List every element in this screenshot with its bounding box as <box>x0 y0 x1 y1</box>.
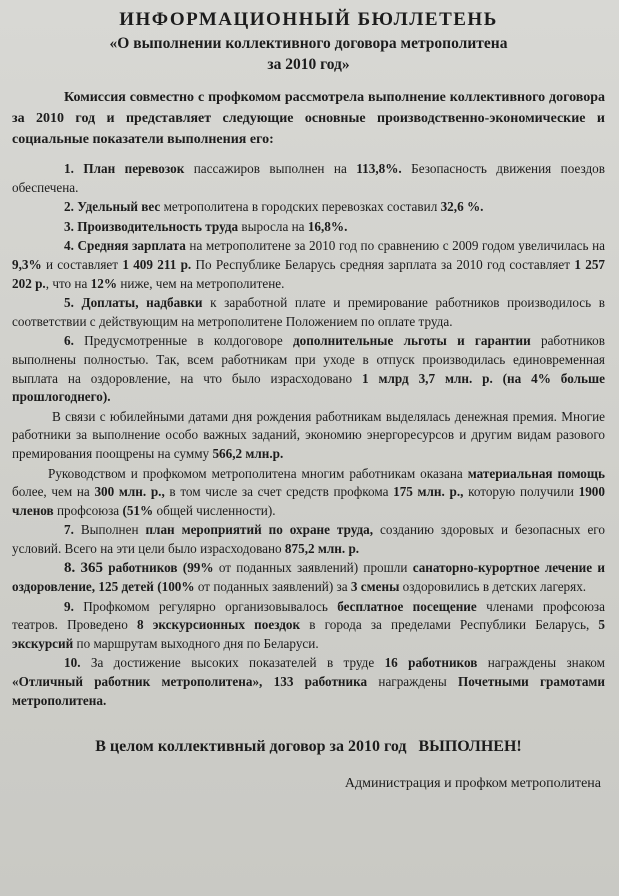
item-6-aid-value-4: (51% <box>122 502 154 518</box>
item-6-text-2: работников выполнены полностью. Так, всем работникам при уходе в отпуск производилась единовременная выплата на оздоровление, на что было израсходовано <box>12 333 605 386</box>
item-9-number: 9. <box>64 598 74 614</box>
intro-paragraph: Комиссия совместно с профкомом рассмотрела выполнение коллективного договора за 2010 год и представляет следующие основные производственно-экономические и социальные показатели выполнения его: <box>12 90 605 147</box>
item-6-bonus-text: В связи с юбилейными датами дня рождения работникам выделялась денежная премия. Многие работники за выполнение особо важных заданий, экономию энергоресурсов и другим видам разового премирования поощрены на сумму <box>12 408 605 461</box>
item-2 <box>12 198 605 217</box>
bulletin-subtitle-line2: за 2010 год» <box>267 56 350 73</box>
item-8-key: работников (99% <box>108 560 214 576</box>
item-4-text: на метрополитене за 2010 год по сравнению с 2009 годом увеличилась на <box>185 238 606 254</box>
item-6-aid-text-6: общей численности). <box>153 502 276 518</box>
item-7-text-2: созданию здоровых и безопасных его условий. Всего на эти цели было израсходовано <box>12 522 605 556</box>
item-9-excursions: 5 экскурсий <box>12 617 605 651</box>
item-1-value: 113,8%. <box>356 161 402 176</box>
item-7-number: 7. <box>64 522 74 538</box>
item-4-value-3: 1 257 202 р. <box>12 256 606 291</box>
item-7-text: Выполнен <box>73 522 146 538</box>
item-8-text: от поданных заявлений) прошли <box>213 560 413 576</box>
item-2-text: метрополитена в городских перевозках составил <box>160 199 441 215</box>
item-2-key: Удельный вес <box>77 199 161 215</box>
item-6-bonus-value: 566,2 млн.р. <box>212 445 284 461</box>
item-10-number: 10. <box>64 655 81 671</box>
item-9-trips: 8 экскурсионных поездок <box>136 617 301 633</box>
item-6-aid-text-3: в том числе за счет средств профкома <box>164 484 394 500</box>
item-9 <box>12 598 605 654</box>
item-5-text: к заработной плате и премирование работников производилось в соответствии с действующим на метрополитене Положением по оплате труда. <box>12 295 605 329</box>
item-6-bonus <box>12 408 605 464</box>
item-6-aid-text: Руководством и профкомом метрополитена многим работникам оказана <box>48 465 468 481</box>
bulletin-subtitle-line1: «О выполнении коллективного договора метрополитена <box>109 35 508 52</box>
item-9-text: Профкомом регулярно организовывалось <box>73 598 338 614</box>
item-6-value: 1 млрд 3,7 млн. р. (на 4% больше прошлогоднего). <box>12 370 605 405</box>
item-7 <box>12 521 605 558</box>
item-4-number: 4. <box>64 238 74 254</box>
item-3-key: Производительность труда <box>77 218 239 234</box>
item-1-key: План перевозок <box>83 161 185 176</box>
item-9-key: бесплатное посещение <box>337 598 477 614</box>
item-4-value-2: 1 409 211 р. <box>122 256 192 272</box>
item-7-value: 875,2 млн. р. <box>284 540 360 556</box>
item-1 <box>12 160 605 197</box>
item-8-text-2: от поданных заявлений) за <box>194 579 351 595</box>
item-6-number: 6. <box>64 333 74 349</box>
item-3-number: 3. <box>64 218 74 234</box>
item-2-value: 32,6 %. <box>440 199 484 215</box>
item-6-aid-text-5: профсоюза <box>53 502 123 518</box>
item-8 <box>12 559 605 596</box>
item-5 <box>12 294 605 331</box>
item-8-text-3: оздоровились в детских лагерях. <box>399 579 587 595</box>
item-8-count: 365 <box>80 560 104 577</box>
item-6-aid-text-2: более, чем на <box>12 484 95 500</box>
item-1-text: пассажиров выполнен на <box>184 161 357 176</box>
item-4 <box>12 237 605 293</box>
item-10-certificates: Почетными грамотами метрополитена. <box>12 674 606 708</box>
item-5-number: 5. <box>64 295 74 311</box>
item-6-text: Предусмотренные в колдоговоре <box>73 333 293 349</box>
item-10 <box>12 654 605 710</box>
item-1-text-2: Безопасность движения поездов обеспечена. <box>12 161 606 195</box>
item-6-aid-value-1: 300 млн. р., <box>94 484 165 500</box>
item-6-aid-value-2: 175 млн. р., <box>393 484 464 500</box>
item-6-aid-value-3: 1900 членов <box>12 484 605 518</box>
item-8-number: 8. <box>64 560 76 577</box>
item-4-text-3: По Республике Беларусь средняя зарплата за 2010 год составляет <box>191 256 575 272</box>
item-6 <box>12 332 605 406</box>
item-1-number: 1. <box>64 161 74 176</box>
item-9-text-2: членами профсоюза театров. Проведено <box>12 598 605 633</box>
item-10-award: «Отличный работник метрополитена», <box>12 674 263 690</box>
item-4-value-4: 12% <box>90 275 118 291</box>
conclusion: В целом коллективный договор за 2010 год ВЫПОЛНЕН! <box>95 738 522 756</box>
item-6-aid-text-4: которую получили <box>463 484 579 500</box>
item-8-shifts: 3 смены <box>350 579 400 595</box>
item-9-text-3: в города за пределами Республики Беларусь, <box>300 617 599 633</box>
item-8-children: 125 детей (100% <box>98 579 195 595</box>
item-9-text-4: по маршрутам выходного дня по Беларуси. <box>73 635 319 651</box>
item-8-key-2: санаторно-курортное лечение и оздоровление, <box>12 560 605 595</box>
item-3 <box>12 218 605 237</box>
item-6-key: дополнительные льготы и гарантии <box>292 333 531 349</box>
item-6-aid <box>12 465 605 521</box>
item-4-key: Средняя зарплата <box>77 238 186 254</box>
item-10-workers-2: 133 работника <box>273 674 368 690</box>
signature: Администрация и профком метрополитена <box>344 776 601 792</box>
item-10-text: За достижение высоких показателей в труде <box>80 655 385 671</box>
item-10-workers: 16 работников <box>384 655 478 671</box>
item-7-key: план мероприятий по охране труда, <box>145 522 374 538</box>
item-5-key: Доплаты, надбавки <box>81 295 203 311</box>
item-6-aid-key: материальная помощь <box>467 465 605 481</box>
item-4-value-1: 9,3% <box>12 256 42 272</box>
item-2-number: 2. <box>64 199 74 215</box>
item-10-text-3: награждены <box>367 674 459 690</box>
item-3-text: выросла на <box>238 218 308 234</box>
item-3-value: 16,8%. <box>307 218 348 234</box>
item-10-text-2: награждены знаком <box>477 655 605 671</box>
item-4-text-2: и составляет <box>41 256 123 272</box>
item-4-text-4: , что на <box>45 275 91 291</box>
item-4-text-5: ниже, чем на метрополитене. <box>117 275 285 291</box>
bulletin-title: ИНФОРМАЦИОННЫЙ БЮЛЛЕТЕНЬ <box>119 9 498 30</box>
